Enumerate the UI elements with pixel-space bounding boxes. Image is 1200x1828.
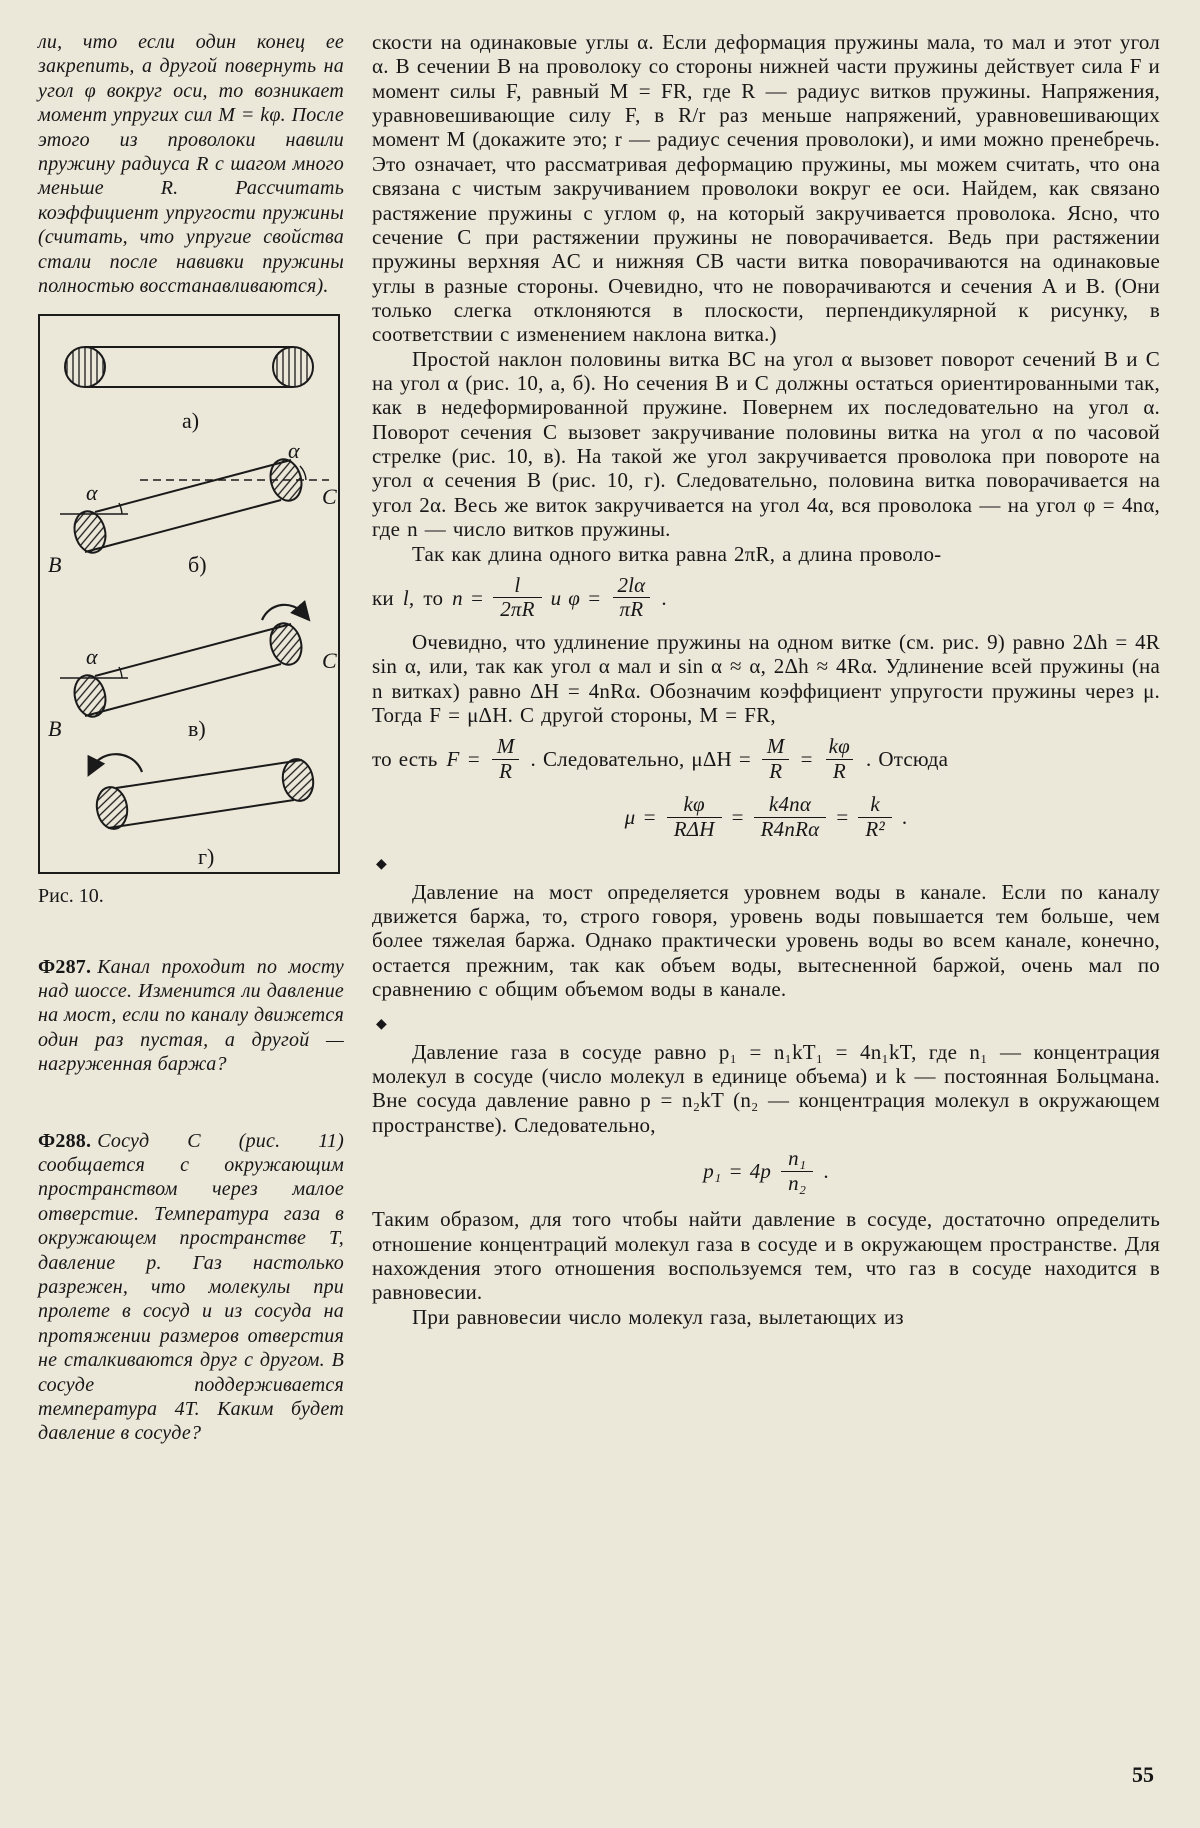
rotation-arrow-left (92, 754, 142, 772)
fraction-numerator: M (766, 734, 785, 759)
figure-label-b: б) (188, 552, 207, 578)
solution-paragraph-1: скости на одинаковые углы α. Если деформация пружины мала, то мал и этот угол α. В сечении B на проволоку со стороны нижней части пружины действует сила F и момент силы F, равный M = FR, где R — радиус витков пружины. Напряжения, уравновешивающие силу F, в R/r раз меньше напряжений, уравновешивающих момент M (докажите это; r — радиус сечения проволоки), и ими можно пренебречь. Это означает, что рассматривая деформацию пружины, мы можем считать, что она связана с чистым закручиванием проволоки вокруг ее оси. Найдем, как связано растяжение пружины с углом φ, на который закручивается проволока. Ясно, что сечение C при растяжении пружины не поворачивается. Ведь при растяжении пружины верхняя AC и нижняя CB части витка поворачиваются на одинаковые углы в разные стороны. Очевидно, что не поворачиваются и сечения A и B. (Они только слегка отклоняются в плоскости, перпендикулярной к рисунку, в соответствии с изменением наклона витка.) (372, 30, 1160, 347)
problem-f287-id: Ф287. (38, 955, 92, 978)
formula-n-phi (372, 574, 1160, 622)
formula-term: p₁ = 4p (703, 1158, 772, 1183)
formula-term: . (661, 585, 667, 610)
solution-paragraph-2: Простой наклон половины витка BC на угол α вызовет поворот сечений B и C на угол α (рис. 10, а, б). Но сечения B и C должны остаться ориентированными так, как в недеформированной пружине. Повернем их последовательно на угол α. Поворот сечения C вызовет закручивание половины витка на угол α по часовой стрелке (рис. 10, в). На такой же угол закручивается проволока при повороте на угол α сечения B (рис. 10, г). Следовательно, половина витка поворачивается на угол 2α. Весь же виток закручивается на угол 4α, вся проволока — на угол φ = 4nα, где n — число витков пружины. (372, 346, 1160, 542)
formula-term: = (731, 805, 744, 830)
left-column (38, 30, 344, 1446)
figure-label-v: в) (188, 716, 206, 742)
point-c-label: C (322, 648, 337, 674)
fraction-denominator: R (492, 759, 519, 784)
formula-term: ки (372, 585, 394, 610)
formula-term: = (836, 805, 849, 830)
fraction (754, 793, 827, 841)
formula-term: . (823, 1158, 829, 1183)
fraction-numerator: l (514, 572, 521, 597)
formula-term: и φ = (550, 585, 602, 610)
fraction (493, 574, 541, 622)
fraction-numerator: k (870, 792, 880, 817)
formula-term: F = (446, 747, 481, 772)
formula-term: то есть (372, 747, 438, 772)
formula-term: то (423, 585, 444, 610)
fraction (667, 793, 722, 841)
fraction (781, 1147, 813, 1195)
problem-f287 (38, 955, 344, 1077)
fraction-denominator: RΔH (667, 817, 722, 842)
fraction (822, 735, 857, 783)
alpha-label-b-right: α (288, 438, 300, 464)
point-b-label: B (48, 552, 62, 578)
fraction-numerator: n₁ (788, 1146, 807, 1171)
alpha-label-v: α (86, 644, 98, 670)
answer-f288-paragraph-3: При равновесии число молекул газа, вылетающих из (412, 1304, 904, 1329)
fraction (490, 735, 522, 783)
solution-paragraph-3-lead: Так как длина одного витка равна 2πR, а длина проволо- (412, 541, 942, 566)
cylinder-g (92, 754, 316, 869)
fraction-denominator: n₂ (781, 1171, 813, 1196)
cylinder-b (48, 438, 337, 577)
formula-term: . (901, 805, 908, 830)
solution-paragraph-4: Очевидно, что удлинение пружины на одном витке (см. рис. 9) равно 2Δh = 4R sin α, или, так как угол α мал и sin α ≈ α, 2Δh ≈ 4Rα. Удлинение всей пружины (на n витках) равно ΔH = 4nRα. Обозначим коэффициент упругости пружины через μ. Тогда F = μΔH. С другой стороны, M = FR, (372, 629, 1160, 728)
cylinder-v (48, 605, 337, 741)
formula-pressure (372, 1147, 1160, 1195)
answer-f288-paragraph-2: Таким образом, для того чтобы найти давление в сосуде, достаточно определить отношение концентраций молекул газа в сосуде и в окружающем пространстве. Для нахождения этого отношения воспользуемся тем, что газ в сосуде находится в равновесии. (372, 1207, 1160, 1305)
right-column (372, 30, 1160, 1446)
answer-diamond-icon: ◆ (376, 857, 387, 873)
fraction-numerator: kφ (828, 734, 850, 759)
formula-term: μ = (624, 805, 657, 830)
formula-term: l, (402, 585, 415, 610)
fraction-numerator: 2lα (617, 572, 646, 597)
problem-f288 (38, 1129, 344, 1446)
fraction-denominator: R (762, 759, 789, 784)
fraction (610, 574, 652, 622)
formula-mu-result (372, 793, 1160, 841)
fraction-numerator: M (496, 734, 515, 759)
point-b-label: B (48, 716, 62, 742)
fraction-denominator: πR (613, 597, 651, 622)
figure-10 (38, 314, 340, 874)
alpha-label-b-left: α (86, 480, 98, 506)
formula-term: . Следовательно, μΔH = (530, 747, 751, 772)
fraction-denominator: 2πR (493, 597, 541, 622)
formula-term: = (800, 747, 813, 772)
answer-diamond-icon: ◆ (376, 1017, 387, 1033)
figure-caption: Рис. 10. (38, 885, 104, 908)
problem-continuation-text: ли, что если один конец ее закрепить, а другой повернуть на угол φ вокруг оси, то возникает момент упругих сил M = kφ. После этого из проволоки навили пружину радиуса R с шагом много меньше R. Рассчитать коэффициент упругости пружины (считать, что упругие свойства стали после навивки пружины полностью восстанавливаются). (38, 31, 344, 297)
problem-f288-id: Ф288. (38, 1129, 92, 1152)
fraction-numerator: k4nα (768, 792, 812, 817)
formula-term: . Отсюда (866, 747, 949, 772)
figure-label-a: а) (182, 408, 200, 434)
fraction (760, 735, 792, 783)
formula-f-mu (372, 735, 1160, 783)
fraction (858, 793, 892, 841)
figure-label-g: г) (198, 844, 215, 870)
answer-f287-paragraph: Давление на мост определяется уровнем воды в канале. Если по каналу движется баржа, то, строго говоря, уровень воды повышается тем больше, чем более тяжелая баржа. Однако практически уровень воды во всем канале, конечно, остается прежним, так как объем воды, вытесненной баржой, очень мал по сравнению с общим объемом воды в канале. (372, 879, 1160, 1002)
problem-f287-text: Канал проходит по мосту над шоссе. Изменится ли давление на мост, если по каналу движется один раз пустая, а другой — нагруженная баржа? (38, 955, 344, 1076)
fraction-denominator: R4nRα (754, 817, 827, 842)
cylinder-a (65, 347, 313, 433)
point-c-label: C (322, 484, 337, 510)
page-number: 55 (1132, 1762, 1154, 1787)
problem-f288-text: Сосуд C (рис. 11) сообщается с окружающим пространством через малое отверстие. Температура газа в окружающем пространстве T, давление p. Газ настолько разрежен, что молекулы при пролете в сосуд и из сосуда на протяжении размеров отверстия не сталкиваются друг с другом. В сосуде поддерживается температура 4T. Каким будет давление в сосуде? (38, 1129, 344, 1445)
formula-term: n = (452, 585, 485, 610)
figure-10-drawing (40, 316, 338, 872)
rotation-arrow-right (262, 605, 304, 620)
fraction-denominator: R (826, 759, 853, 784)
fraction-numerator: kφ (683, 792, 705, 817)
answer-f288-paragraph-1: Давление газа в сосуде равно p₁ = n₁kT₁ = 4n₁kT, где n₁ — концентрация молекул в сосуде (число молекул в единице объема) и k — постоянная Больцмана. Вне сосуда давление равно p = n₂kT (n₂ — концентрация молекул в окружающем пространстве). Следовательно, (372, 1039, 1160, 1137)
fraction-denominator: R² (858, 817, 892, 842)
